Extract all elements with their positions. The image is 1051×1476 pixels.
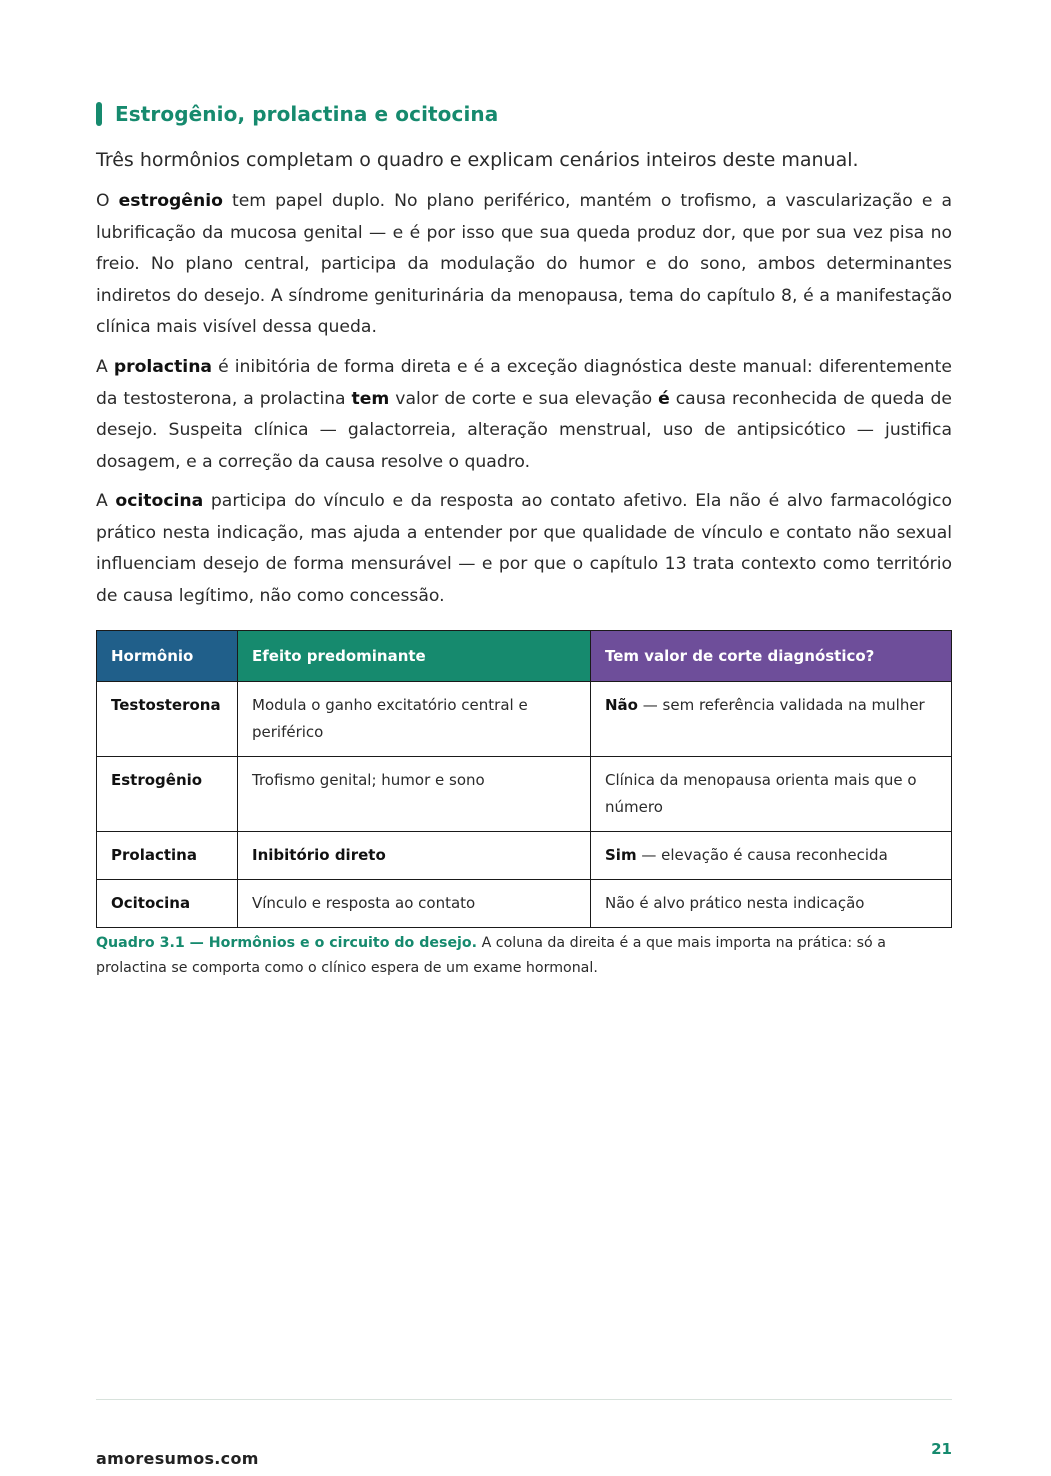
paragraph-estrogen bbox=[96, 186, 952, 344]
cell-effect: Vínculo e resposta ao contato bbox=[238, 880, 591, 928]
table-row bbox=[97, 682, 952, 757]
caption-label: Quadro 3.1 — Hormônios e o circuito do desejo. bbox=[96, 935, 478, 951]
bold-term: prolactina bbox=[113, 357, 213, 377]
header-cutoff: Tem valor de corte diagnóstico? bbox=[591, 631, 952, 682]
text-run: é inibitória de forma direta e é a exceção diagnóstica deste manual: diferentemente da testosterona, a prolactina bbox=[96, 357, 952, 409]
bold-term: tem bbox=[351, 388, 390, 409]
text-run: causa reconhecida de queda de desejo. Suspeita clínica — galactorreia, alteração menstrual, uso de antipsicótico — justifica dosagem, e a correção da causa resolve o quadro. bbox=[96, 388, 953, 472]
paragraph-prolactin bbox=[96, 352, 952, 478]
cell-effect-bold: Inibitório direto bbox=[252, 846, 386, 864]
cell-cutoff-text: Clínica da menopausa orienta mais que o número bbox=[605, 771, 917, 816]
footer-divider bbox=[96, 1399, 952, 1400]
cell-effect: Modula o ganho excitatório central e periférico bbox=[238, 682, 591, 757]
cell-hormone: Estrogênio bbox=[97, 757, 238, 832]
cell-hormone: Prolactina bbox=[97, 832, 238, 880]
cell-cutoff bbox=[591, 880, 952, 928]
table-row bbox=[97, 880, 952, 928]
text-run: A bbox=[96, 357, 114, 377]
paragraph-oxytocin bbox=[96, 486, 952, 612]
bold-term: é bbox=[658, 388, 670, 409]
table-caption bbox=[96, 931, 956, 981]
cell-cutoff bbox=[591, 757, 952, 832]
cell-cutoff-text: — elevação é causa reconhecida bbox=[636, 846, 888, 864]
page-number: 21 bbox=[931, 1440, 952, 1458]
text-run: tem papel duplo. No plano periférico, mantém o trofismo, a vascularização e a lubrificação da mucosa genital — e é por isso que sua queda produz dor, que por sua vez pisa no freio. No plano central, participa da modulação do humor e do sono, ambos determinantes indiretos do desejo. A síndrome geniturinária da menopausa, tema do capítulo 8, é a manifestação clínica mais visível dessa queda. bbox=[96, 191, 952, 337]
heading-accent-bar bbox=[96, 102, 102, 126]
footer-site: amoresumos.com bbox=[96, 1449, 259, 1468]
cell-hormone: Ocitocina bbox=[97, 880, 238, 928]
bold-term: estrogênio bbox=[118, 191, 223, 211]
cell-effect bbox=[238, 832, 591, 880]
text-run: participa do vínculo e da resposta ao contato afetivo. Ela não é alvo farmacológico prático nesta indicação, mas ajuda a entender por que qualidade de vínculo e contato não sexual influenciam desejo de forma mensurável — e por que o capítulo 13 trata contexto como território de causa legítimo, não como concessão. bbox=[96, 491, 952, 606]
cell-cutoff-bold: Sim bbox=[605, 846, 637, 864]
text-run: valor de corte e sua elevação bbox=[389, 388, 659, 409]
cell-hormone: Testosterona bbox=[97, 682, 238, 757]
cell-cutoff-bold: Não bbox=[605, 696, 638, 714]
header-hormone: Hormônio bbox=[97, 631, 238, 682]
lead-paragraph: Três hormônios completam o quadro e explicam cenários inteiros deste manual. bbox=[96, 149, 859, 171]
table-header-row bbox=[97, 631, 952, 682]
cell-effect: Trofismo genital; humor e sono bbox=[238, 757, 591, 832]
table-row bbox=[97, 757, 952, 832]
hormone-table bbox=[96, 630, 952, 928]
cell-cutoff bbox=[591, 832, 952, 880]
caption-text: A coluna da direita é a que mais importa na prática: só a prolactina se comporta como o clínico espera de um exame hormonal. bbox=[96, 935, 886, 976]
text-run: O bbox=[96, 191, 119, 211]
cell-cutoff-text: Não é alvo prático nesta indicação bbox=[605, 894, 865, 912]
section-heading bbox=[96, 102, 498, 126]
table-row bbox=[97, 832, 952, 880]
text-run: A bbox=[96, 491, 116, 511]
bold-term: ocitocina bbox=[115, 491, 204, 511]
section-title: Estrogênio, prolactina e ocitocina bbox=[115, 102, 499, 126]
header-effect: Efeito predominante bbox=[238, 631, 591, 682]
cell-cutoff bbox=[591, 682, 952, 757]
cell-cutoff-text: — sem referência validada na mulher bbox=[637, 696, 925, 714]
